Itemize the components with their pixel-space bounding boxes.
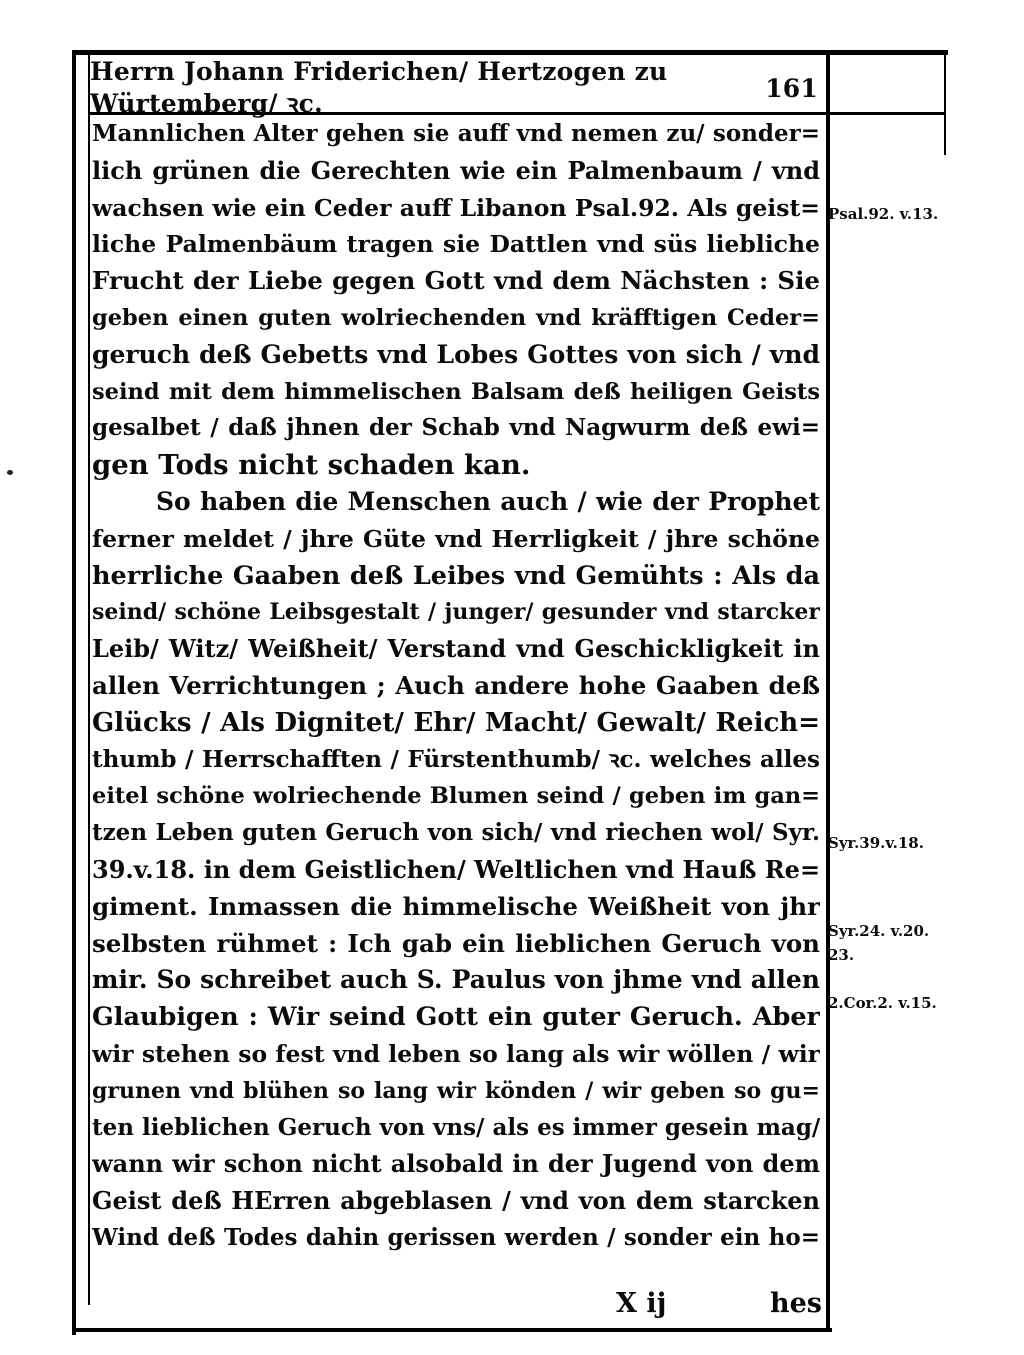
marginal-note-psalm: Psal.92. v.13. (828, 205, 939, 223)
top-rule (72, 50, 948, 55)
column-divider-rule (826, 55, 830, 1330)
bottom-rule (72, 1328, 832, 1332)
body-text (92, 116, 820, 1257)
inner-left-rule (88, 55, 90, 1305)
text-line: gen Tods nicht schaden kan. (92, 449, 531, 482)
text-line: Frucht der Liebe gegen Gott vnd dem Nächsten : Sie (92, 266, 820, 296)
text-line: ten lieblichen Geruch von vns/ als es immer gesein mag/ (92, 1113, 820, 1141)
marginal-note-cor: 2.Cor.2. v.15. (828, 994, 937, 1012)
text-line: selbsten rühmet : Ich gab ein lieblichen Geruch von (92, 928, 820, 958)
text-line: Glücks / Als Dignitet/ Ehr/ Macht/ Gewalt/ Reich= (92, 707, 820, 738)
paragraph-start-line: So haben die Menschen auch / wie der Prophet (156, 486, 820, 516)
text-line: gesalbet / daß jhnen der Schab vnd Nagwurm deß ewi= (92, 414, 820, 442)
text-line: Mannlichen Alter gehen sie auff vnd nemen zu/ sonder= (92, 120, 820, 147)
text-line: giment. Inmassen die himmelische Weißheit von jhr (92, 891, 820, 921)
running-head (90, 56, 818, 118)
text-line: ferner meldet / jhre Güte vnd Herrligkeit / jhre schöne (92, 524, 820, 553)
text-line: seind/ schöne Leibsgestalt / junger/ gesunder vnd starcker (92, 599, 820, 626)
margin-header-underline (830, 112, 946, 115)
text-line: Wind deß Todes dahin gerissen werden / sonder ein ho= (92, 1223, 820, 1251)
text-line: thumb / Herrschafften / Fürstenthumb/ ꝛc. welches alles (92, 745, 820, 773)
marginal-note-syr-24-cont: 23. (828, 946, 855, 964)
text-line: liche Palmenbäum tragen sie Dattlen vnd süs liebliche (92, 230, 820, 259)
text-line: mir. So schreibet auch S. Paulus von jhme vnd allen (92, 965, 820, 995)
marginal-note-syr-24: Syr.24. v.20. (828, 922, 930, 940)
text-line: grunen vnd blühen so lang wir könden / wir geben so gu= (92, 1077, 820, 1104)
page-number: 161 (765, 73, 818, 103)
text-line: wachsen wie ein Ceder auff Libanon Psal.92. Als geist= (92, 193, 820, 222)
text-line: Leib/ Witz/ Weißheit/ Verstand vnd Geschickligkeit in (92, 634, 820, 664)
text-line: allen Verrichtungen ; Auch andere hohe Gaaben deß (92, 670, 820, 700)
text-line: lich grünen die Gerechten wie ein Palmenbaum / vnd (92, 155, 820, 185)
margin-right-rule (944, 55, 946, 155)
ink-speck (7, 470, 13, 475)
text-line: wann wir schon nicht alsobald in der Jugend von dem (92, 1149, 820, 1179)
text-line: tzen Leben guten Geruch von sich/ vnd riechen wol/ Syr. (92, 819, 820, 847)
text-line: herrliche Gaaben deß Leibes vnd Gemühts : Als da (92, 560, 820, 591)
text-line: 39.v.18. in dem Geistlichen/ Weltlichen vnd Hauß Re= (92, 854, 820, 884)
text-line: wir stehen so fest vnd leben so lang als wir wöllen / wir (92, 1039, 820, 1068)
left-rule (72, 50, 76, 1335)
text-line: geruch deß Gebetts vnd Lobes Gottes von sich / vnd (92, 339, 820, 369)
catchword: hes (770, 1288, 823, 1319)
signature-mark: X ij (616, 1288, 667, 1319)
text-line: Geist deß HErren abgeblasen / vnd von dem starcken (92, 1186, 820, 1216)
text-line: geben einen guten wolriechenden vnd kräfftigen Ceder= (92, 304, 820, 331)
text-line: Glaubigen : Wir seind Gott ein guter Geruch. Aber (92, 1002, 820, 1033)
text-line: seind mit dem himmelischen Balsam deß heiligen Geists (92, 378, 820, 405)
running-title: Herrn Johann Friderichen/ Hertzogen zu Würtemberg/ ꝛc. (90, 56, 668, 118)
marginal-note-syr-39: Syr.39.v.18. (828, 834, 924, 852)
text-line: eitel schöne wolriechende Blumen seind / geben im gan= (92, 783, 820, 810)
